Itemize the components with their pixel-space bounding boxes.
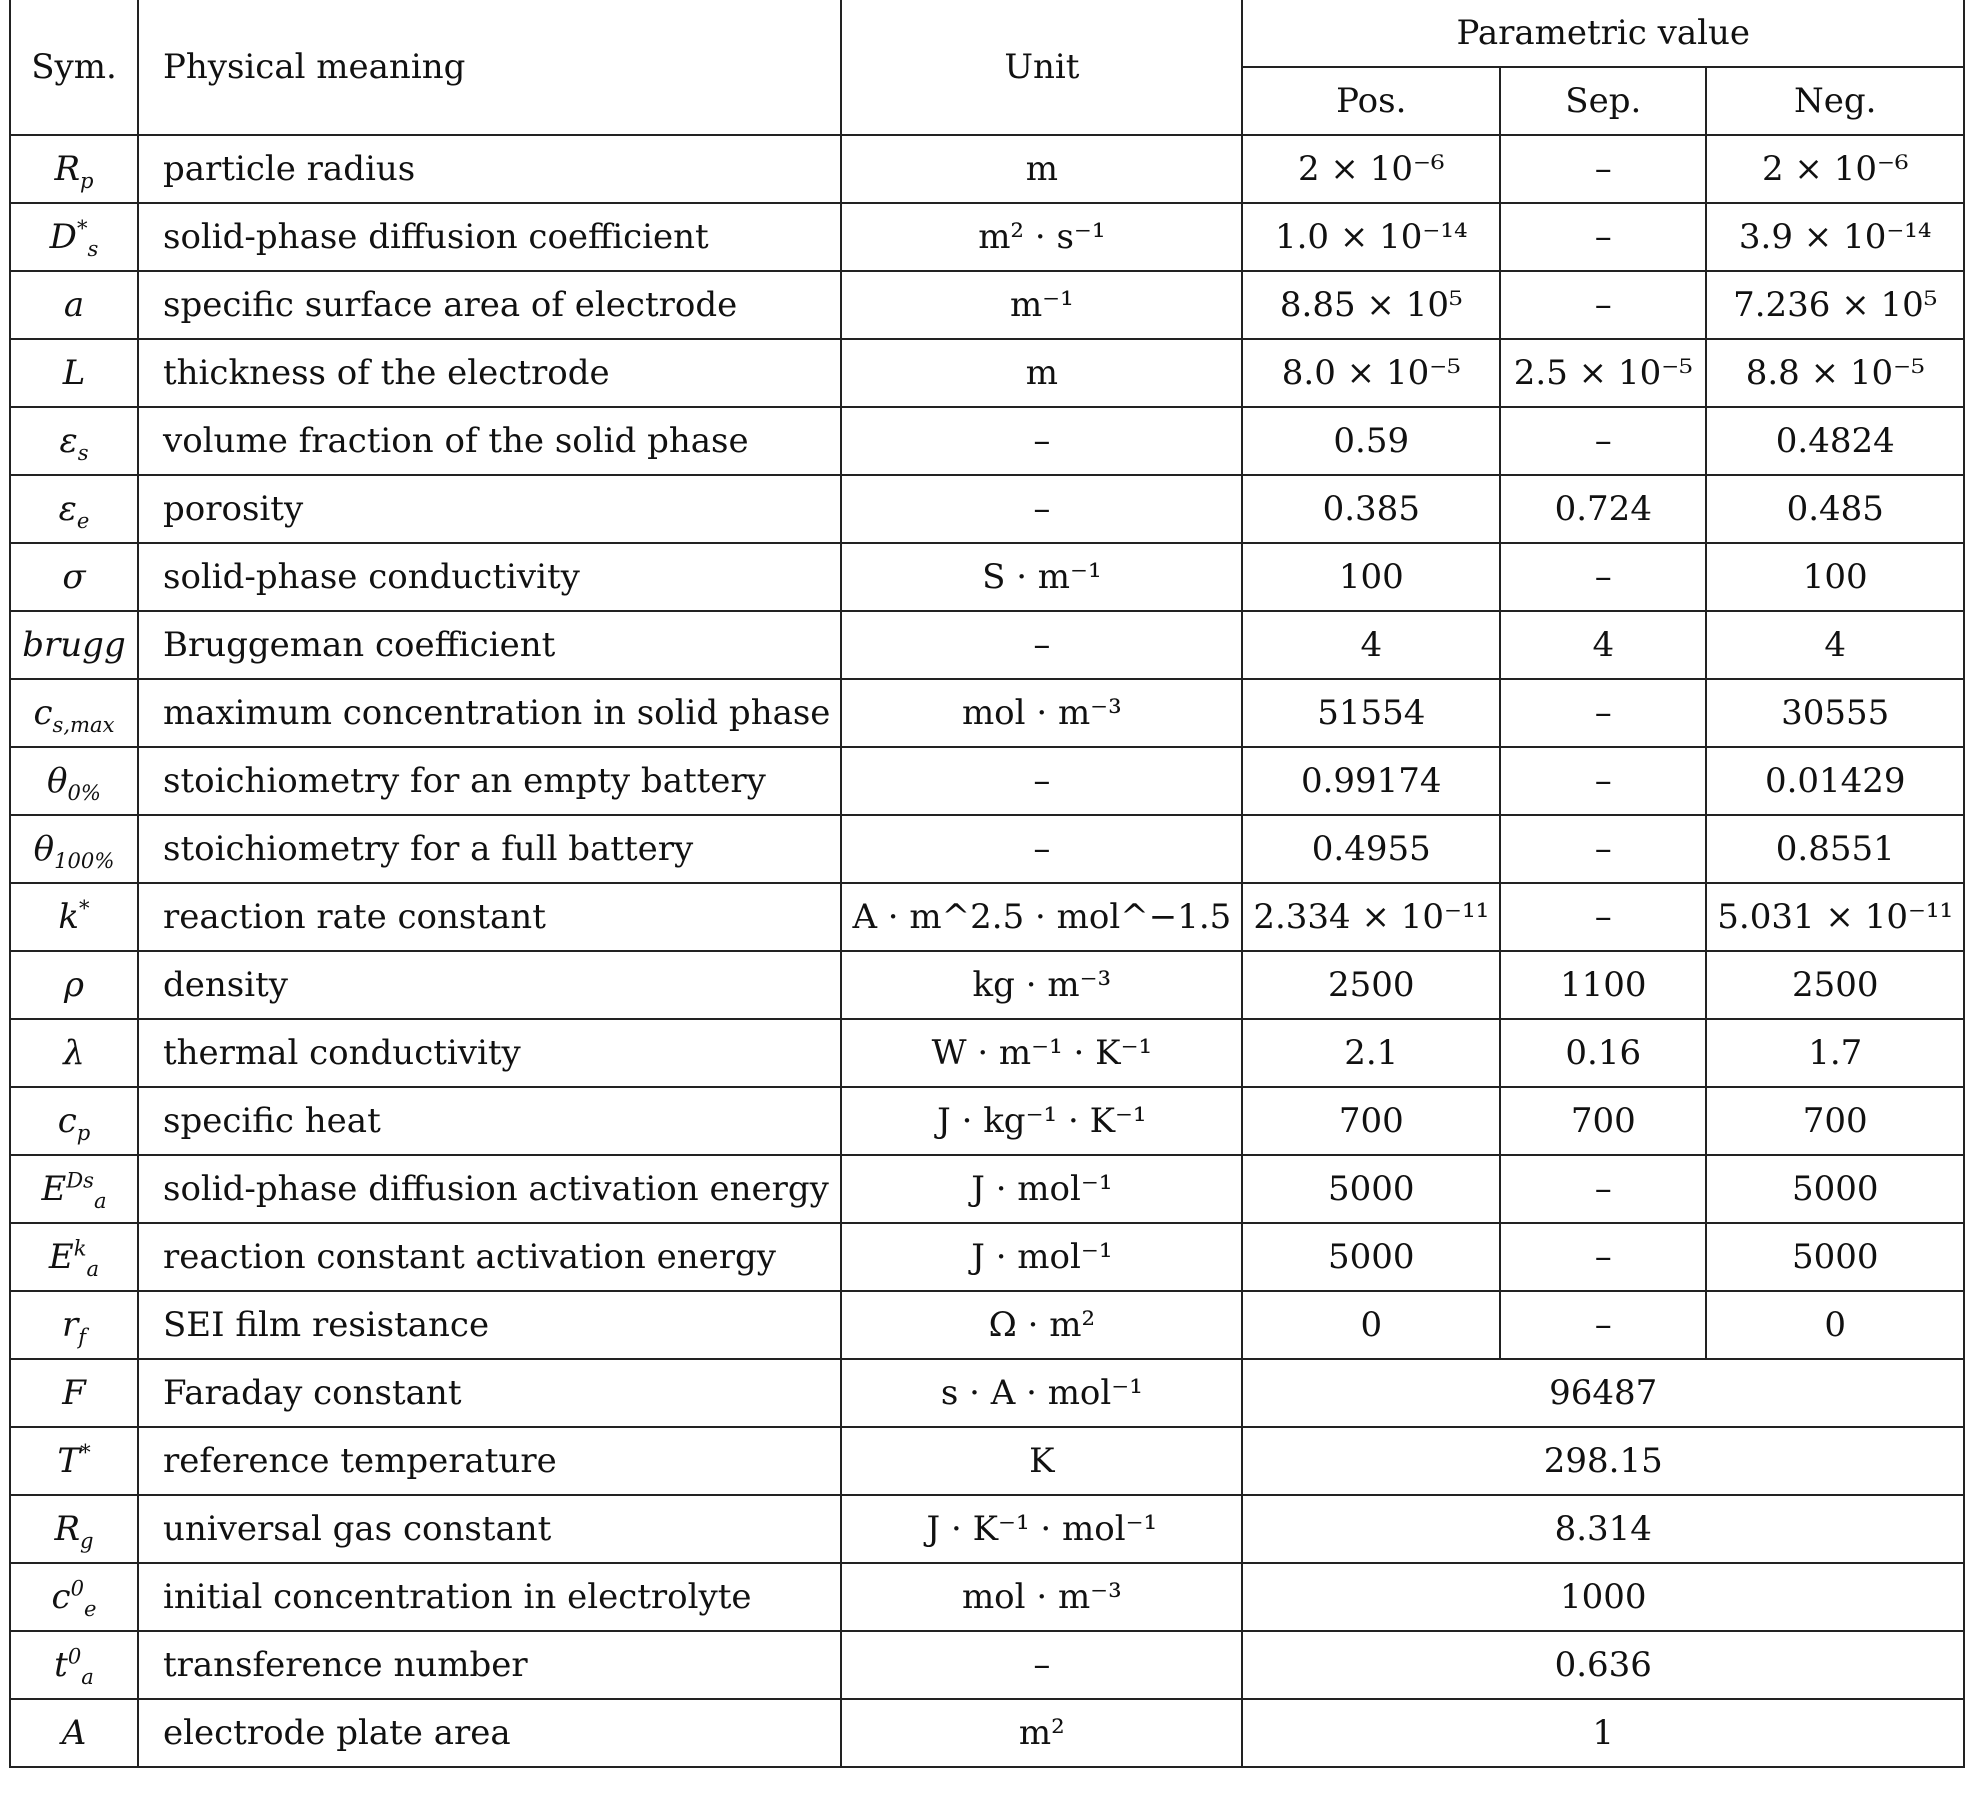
meaning-cell: volume fraction of the solid phase: [138, 407, 841, 475]
meaning-cell: electrode plate area: [138, 1699, 841, 1767]
unit-cell: –: [841, 407, 1242, 475]
separator-value-cell: 4: [1500, 611, 1706, 679]
table-row: [10, 407, 1964, 475]
shared-value-cell: 0.636: [1242, 1631, 1964, 1699]
separator-value-cell: –: [1500, 1223, 1706, 1291]
positive-value-cell: 100: [1242, 543, 1500, 611]
separator-value-cell: 1100: [1500, 951, 1706, 1019]
meaning-cell: initial concentration in electrolyte: [138, 1563, 841, 1631]
header-positive: Pos.: [1242, 67, 1500, 135]
separator-value-cell: –: [1500, 271, 1706, 339]
table-body: [10, 135, 1964, 1767]
negative-value-cell: 4: [1706, 611, 1964, 679]
table-row: [10, 951, 1964, 1019]
shared-value-cell: 1: [1242, 1699, 1964, 1767]
table-row: [10, 815, 1964, 883]
unit-cell: mol · m⁻³: [841, 1563, 1242, 1631]
meaning-cell: solid-phase conductivity: [138, 543, 841, 611]
positive-value-cell: 0.4955: [1242, 815, 1500, 883]
unit-cell: m⁻¹: [841, 271, 1242, 339]
negative-value-cell: 7.236 × 10⁵: [1706, 271, 1964, 339]
symbol-cell: brugg: [10, 611, 138, 679]
symbol-cell: $c_p$: [10, 1087, 138, 1155]
unit-cell: m² · s⁻¹: [841, 203, 1242, 271]
table-row: [10, 271, 1964, 339]
table-row: [10, 1155, 1964, 1223]
header-parametric-value: Parametric value: [1242, 0, 1964, 67]
table-row: [10, 1223, 1964, 1291]
header-symbol: Sym.: [10, 0, 138, 135]
table-row: [10, 611, 1964, 679]
symbol-cell: $E^k_a$: [10, 1223, 138, 1291]
unit-cell: –: [841, 1631, 1242, 1699]
table-row: [10, 203, 1964, 271]
unit-cell: Ω · m²: [841, 1291, 1242, 1359]
meaning-cell: transference number: [138, 1631, 841, 1699]
separator-value-cell: 2.5 × 10⁻⁵: [1500, 339, 1706, 407]
table-row: [10, 1699, 1964, 1767]
separator-value-cell: 0.724: [1500, 475, 1706, 543]
meaning-cell: specific surface area of electrode: [138, 271, 841, 339]
negative-value-cell: 0.485: [1706, 475, 1964, 543]
separator-value-cell: –: [1500, 883, 1706, 951]
unit-cell: –: [841, 611, 1242, 679]
unit-cell: A · m^2.5 · mol^−1.5: [841, 883, 1242, 951]
positive-value-cell: 5000: [1242, 1223, 1500, 1291]
separator-value-cell: –: [1500, 815, 1706, 883]
negative-value-cell: 0.01429: [1706, 747, 1964, 815]
table-row: [10, 1291, 1964, 1359]
separator-value-cell: –: [1500, 1155, 1706, 1223]
unit-cell: –: [841, 747, 1242, 815]
symbol-cell: k*: [10, 883, 138, 951]
symbol-cell: $r_f$: [10, 1291, 138, 1359]
symbol-cell: $R_p$: [10, 135, 138, 203]
unit-cell: –: [841, 475, 1242, 543]
meaning-cell: SEI film resistance: [138, 1291, 841, 1359]
symbol-cell: T*: [10, 1427, 138, 1495]
table-row: [10, 747, 1964, 815]
positive-value-cell: 700: [1242, 1087, 1500, 1155]
parameter-table: [9, 0, 1965, 1768]
unit-cell: kg · m⁻³: [841, 951, 1242, 1019]
separator-value-cell: –: [1500, 407, 1706, 475]
symbol-cell: A: [10, 1699, 138, 1767]
negative-value-cell: 1.7: [1706, 1019, 1964, 1087]
meaning-cell: Faraday constant: [138, 1359, 841, 1427]
header-unit: Unit: [841, 0, 1242, 135]
meaning-cell: density: [138, 951, 841, 1019]
negative-value-cell: 0: [1706, 1291, 1964, 1359]
meaning-cell: particle radius: [138, 135, 841, 203]
positive-value-cell: 0.385: [1242, 475, 1500, 543]
symbol-cell: $E^{Ds}_a$: [10, 1155, 138, 1223]
unit-cell: J · kg⁻¹ · K⁻¹: [841, 1087, 1242, 1155]
table-row: [10, 1019, 1964, 1087]
header-physical-meaning: Physical meaning: [138, 0, 841, 135]
table-row: [10, 1631, 1964, 1699]
table-row: [10, 1359, 1964, 1427]
positive-value-cell: 5000: [1242, 1155, 1500, 1223]
symbol-cell: λ: [10, 1019, 138, 1087]
table-row: [10, 475, 1964, 543]
unit-cell: J · mol⁻¹: [841, 1223, 1242, 1291]
meaning-cell: stoichiometry for an empty battery: [138, 747, 841, 815]
meaning-cell: maximum concentration in solid phase: [138, 679, 841, 747]
positive-value-cell: 0: [1242, 1291, 1500, 1359]
header-negative: Neg.: [1706, 67, 1964, 135]
negative-value-cell: 3.9 × 10⁻¹⁴: [1706, 203, 1964, 271]
symbol-cell: $R_g$: [10, 1495, 138, 1563]
unit-cell: K: [841, 1427, 1242, 1495]
separator-value-cell: 700: [1500, 1087, 1706, 1155]
symbol-cell: $\theta_{0\%}$: [10, 747, 138, 815]
symbol-cell: $c_{s,max}$: [10, 679, 138, 747]
table-row: [10, 679, 1964, 747]
separator-value-cell: –: [1500, 679, 1706, 747]
shared-value-cell: 298.15: [1242, 1427, 1964, 1495]
meaning-cell: stoichiometry for a full battery: [138, 815, 841, 883]
negative-value-cell: 5000: [1706, 1223, 1964, 1291]
shared-value-cell: 1000: [1242, 1563, 1964, 1631]
symbol-cell: $\varepsilon_s$: [10, 407, 138, 475]
unit-cell: S · m⁻¹: [841, 543, 1242, 611]
positive-value-cell: 51554: [1242, 679, 1500, 747]
unit-cell: s · A · mol⁻¹: [841, 1359, 1242, 1427]
meaning-cell: solid-phase diffusion activation energy: [138, 1155, 841, 1223]
meaning-cell: thermal conductivity: [138, 1019, 841, 1087]
meaning-cell: reference temperature: [138, 1427, 841, 1495]
header-separator: Sep.: [1500, 67, 1706, 135]
meaning-cell: Bruggeman coefficient: [138, 611, 841, 679]
unit-cell: J · K⁻¹ · mol⁻¹: [841, 1495, 1242, 1563]
unit-cell: mol · m⁻³: [841, 679, 1242, 747]
symbol-cell: $t^0_a$: [10, 1631, 138, 1699]
table-row: [10, 1495, 1964, 1563]
positive-value-cell: 0.99174: [1242, 747, 1500, 815]
positive-value-cell: 2.334 × 10⁻¹¹: [1242, 883, 1500, 951]
separator-value-cell: –: [1500, 747, 1706, 815]
symbol-cell: L: [10, 339, 138, 407]
unit-cell: m²: [841, 1699, 1242, 1767]
separator-value-cell: 0.16: [1500, 1019, 1706, 1087]
meaning-cell: solid-phase diffusion coefficient: [138, 203, 841, 271]
table-row: [10, 1087, 1964, 1155]
negative-value-cell: 30555: [1706, 679, 1964, 747]
unit-cell: m: [841, 339, 1242, 407]
table-row: [10, 135, 1964, 203]
symbol-cell: $c^0_e$: [10, 1563, 138, 1631]
meaning-cell: universal gas constant: [138, 1495, 841, 1563]
unit-cell: J · mol⁻¹: [841, 1155, 1242, 1223]
symbol-cell: $D^*_s$: [10, 203, 138, 271]
unit-cell: W · m⁻¹ · K⁻¹: [841, 1019, 1242, 1087]
symbol-cell: $\varepsilon_e$: [10, 475, 138, 543]
positive-value-cell: 2500: [1242, 951, 1500, 1019]
positive-value-cell: 2.1: [1242, 1019, 1500, 1087]
separator-value-cell: –: [1500, 543, 1706, 611]
meaning-cell: thickness of the electrode: [138, 339, 841, 407]
unit-cell: –: [841, 815, 1242, 883]
negative-value-cell: 700: [1706, 1087, 1964, 1155]
negative-value-cell: 5000: [1706, 1155, 1964, 1223]
symbol-cell: $\theta_{100\%}$: [10, 815, 138, 883]
symbol-cell: ρ: [10, 951, 138, 1019]
table-row: [10, 1563, 1964, 1631]
positive-value-cell: 4: [1242, 611, 1500, 679]
meaning-cell: reaction rate constant: [138, 883, 841, 951]
negative-value-cell: 8.8 × 10⁻⁵: [1706, 339, 1964, 407]
positive-value-cell: 0.59: [1242, 407, 1500, 475]
meaning-cell: specific heat: [138, 1087, 841, 1155]
meaning-cell: reaction constant activation energy: [138, 1223, 841, 1291]
symbol-cell: a: [10, 271, 138, 339]
negative-value-cell: 2 × 10⁻⁶: [1706, 135, 1964, 203]
negative-value-cell: 0.4824: [1706, 407, 1964, 475]
positive-value-cell: 8.0 × 10⁻⁵: [1242, 339, 1500, 407]
table-row: [10, 883, 1964, 951]
table-row: [10, 339, 1964, 407]
separator-value-cell: –: [1500, 135, 1706, 203]
shared-value-cell: 8.314: [1242, 1495, 1964, 1563]
table-row: [10, 1427, 1964, 1495]
unit-cell: m: [841, 135, 1242, 203]
meaning-cell: porosity: [138, 475, 841, 543]
negative-value-cell: 2500: [1706, 951, 1964, 1019]
negative-value-cell: 100: [1706, 543, 1964, 611]
symbol-cell: F: [10, 1359, 138, 1427]
table-row: [10, 543, 1964, 611]
negative-value-cell: 0.8551: [1706, 815, 1964, 883]
positive-value-cell: 2 × 10⁻⁶: [1242, 135, 1500, 203]
symbol-cell: σ: [10, 543, 138, 611]
separator-value-cell: –: [1500, 203, 1706, 271]
negative-value-cell: 5.031 × 10⁻¹¹: [1706, 883, 1964, 951]
shared-value-cell: 96487: [1242, 1359, 1964, 1427]
positive-value-cell: 1.0 × 10⁻¹⁴: [1242, 203, 1500, 271]
separator-value-cell: –: [1500, 1291, 1706, 1359]
positive-value-cell: 8.85 × 10⁵: [1242, 271, 1500, 339]
